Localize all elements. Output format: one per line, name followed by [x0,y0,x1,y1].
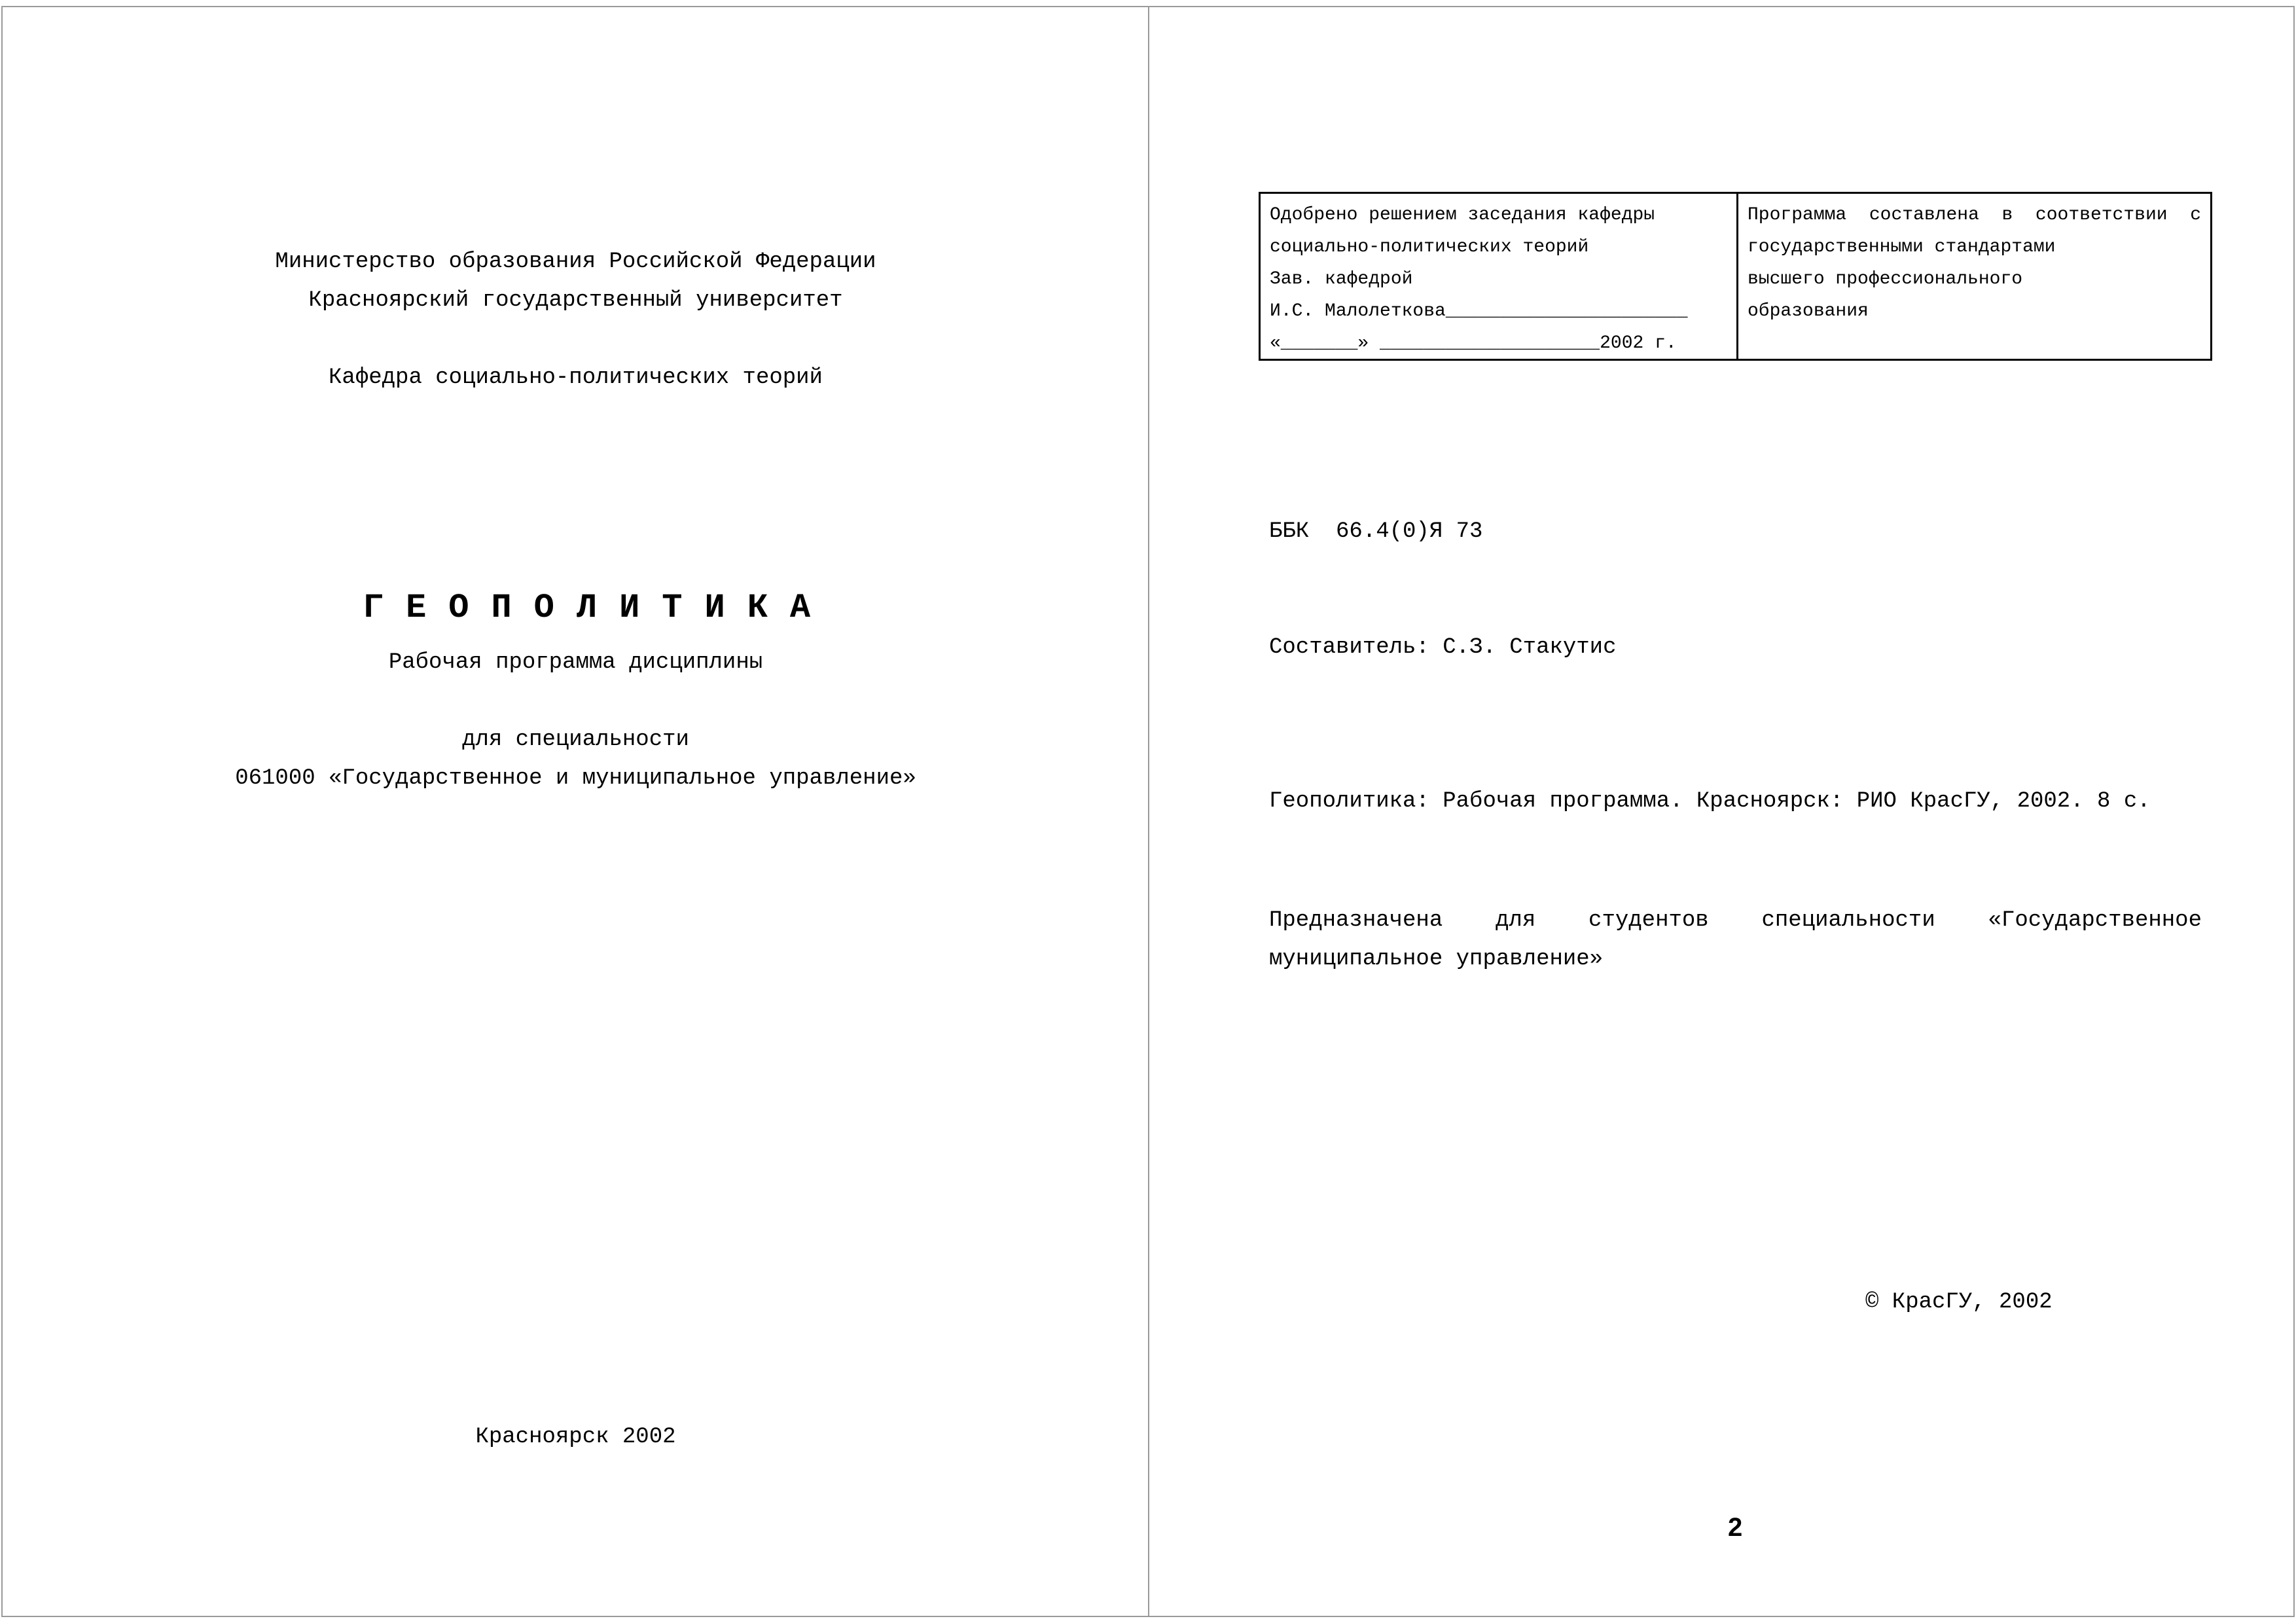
bibliographic-citation: Геополитика: Рабочая программа. Красноярск: РИО КрасГУ, 2002. 8 с. [1269,789,2151,814]
right-page [1148,6,2295,1617]
bbk-code: ББК 66.4(0)Я 73 [1269,519,1483,544]
document-subtitle: Рабочая программа дисциплины [388,650,763,675]
purpose-line: Предназначена для студентов специальности «Государственное [1269,908,2202,933]
compiler: Составитель: С.З. Стакутис [1269,635,1617,660]
approval-stamp-table [1259,192,2212,361]
purpose-paragraph [1269,902,2202,979]
standard-line: высшего профессионального [1748,269,2023,289]
approval-line: Зав. кафедрой [1270,269,1413,289]
approval-line: социально-политических теорий [1270,237,1589,257]
purpose-line: муниципальное управление» [1269,947,1604,972]
approval-line: И.С. Малолеткова______________________ [1270,301,1688,321]
specialty-name: 061000 «Государственное и муниципальное управление» [235,766,916,791]
document-title: ГЕОПОЛИТИКА [363,589,833,627]
approval-line: «_______» ____________________2002 г. [1270,333,1677,354]
approval-line: Одобрено решением заседания кафедры [1270,205,1655,225]
copyright: © КрасГУ, 2002 [1865,1290,2053,1315]
department-name: Кафедра социально-политических теорий [329,365,823,390]
left-page [1,6,1150,1617]
university-name: Красноярский государственный университет [308,288,843,313]
standard-line: образования [1748,301,1869,321]
approval-cell [1261,194,1738,359]
city-year: Красноярск 2002 [475,1425,676,1450]
standard-line: Программа составлена в соответствии с [1748,205,2201,225]
standard-cell [1738,194,2210,359]
page-number: 2 [1728,1513,1743,1542]
specialty-intro: для специальности [462,727,689,752]
standard-line: государственными стандартами [1748,237,2056,257]
ministry-name: Министерство образования Российской Федерации [275,249,876,274]
